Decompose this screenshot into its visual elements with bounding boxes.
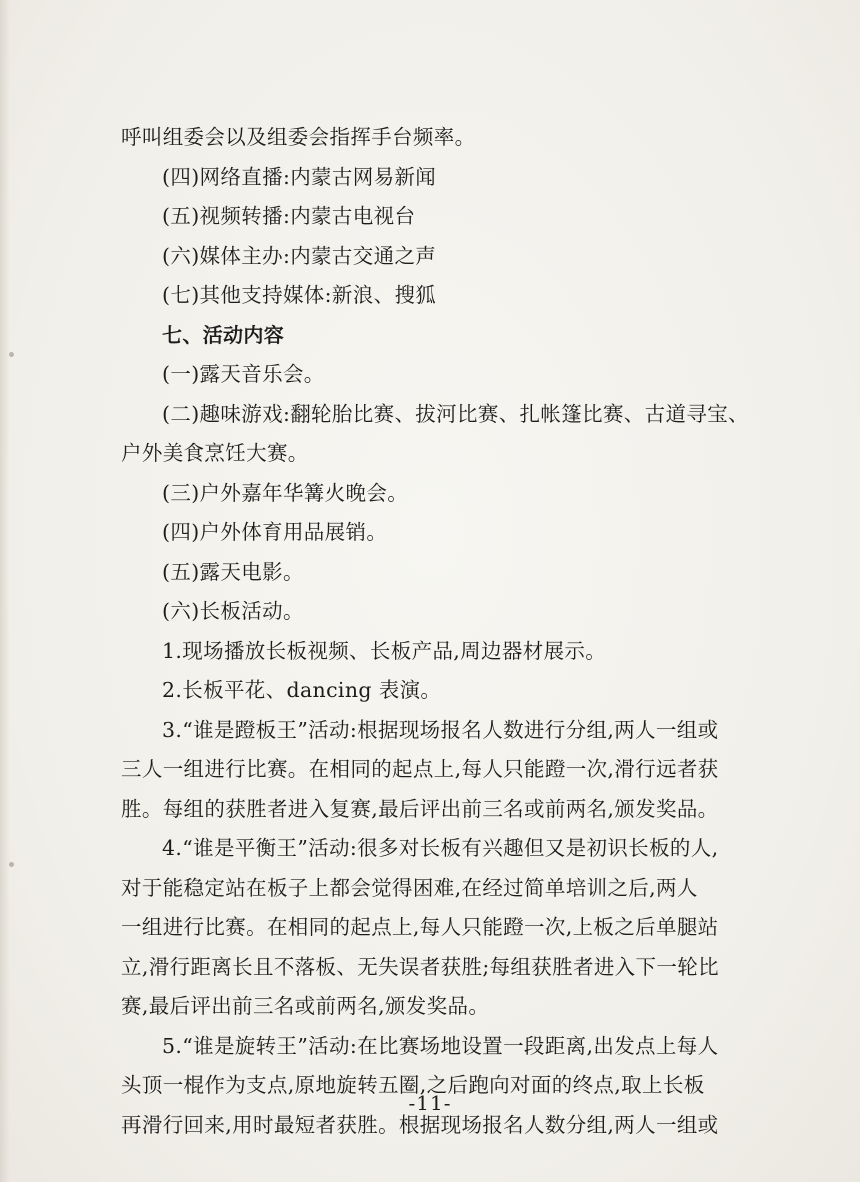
document-body <box>121 118 751 1145</box>
list-item-longboard: (六)长板活动。 <box>162 599 304 623</box>
sub-item-1: 1.现场播放长板视频、长板产品,周边器材展示。 <box>162 638 607 663</box>
page-number: -11- <box>408 1091 452 1115</box>
list-item-media-host: (六)媒体主办:内蒙古交通之声 <box>162 243 437 268</box>
paragraph-line: 一组进行比赛。在相同的起点上,每人只能蹬一次,上板之后单腿站 <box>121 915 719 939</box>
sub-item-2: 2.长板平花、dancing 表演。 <box>162 678 442 702</box>
paragraph-line: 户外美食烹饪大赛。 <box>121 441 309 465</box>
list-item-bonfire: (三)户外嘉年华篝火晚会。 <box>162 480 409 505</box>
paragraph-line: 再滑行回来,用时最短者获胜。根据现场报名人数分组,两人一组或 <box>121 1112 719 1137</box>
binding-hole-mark <box>9 352 14 357</box>
list-item-games: (二)趣味游戏:翻轮胎比赛、拔河比赛、扎帐篷比赛、古道寻宝、 <box>162 401 749 426</box>
sub-item-5: 5.“谁是旋转王”活动:在比赛场地设置一段距离,出发点上每人 <box>162 1033 719 1058</box>
paragraph-line: 赛,最后评出前三名或前两名,颁发奖品。 <box>121 994 490 1018</box>
paragraph-line: 立,滑行距离长且不落板、无失误者获胜;每组获胜者进入下一轮比 <box>121 954 719 979</box>
page-edge-shadow <box>0 0 10 1182</box>
paragraph-line: 对于能稳定站在板子上都会觉得困难,在经过简单培训之后,两人 <box>121 875 698 900</box>
paragraph-line: 呼叫组委会以及组委会指挥手台频率。 <box>121 125 476 149</box>
sub-item-3: 3.“谁是蹬板王”活动:根据现场报名人数进行分组,两人一组或 <box>162 717 719 742</box>
list-item-video-broadcast: (五)视频转播:内蒙古电视台 <box>162 204 416 228</box>
list-item-expo: (四)户外体育用品展销。 <box>162 520 388 544</box>
paragraph-line: 胜。每组的获胜者进入复赛,最后评出前三名或前两名,颁发奖品。 <box>121 796 719 821</box>
section-heading-activities: 七、活动内容 <box>162 322 285 347</box>
list-item-concert: (一)露天音乐会。 <box>162 362 325 386</box>
list-item-other-media: (七)其他支持媒体:新浪、搜狐 <box>162 283 437 307</box>
binding-hole-mark <box>9 862 14 867</box>
paragraph-line: 头顶一棍作为支点,原地旋转五圈,之后跑向对面的终点,取上长板 <box>121 1073 705 1097</box>
sub-item-4: 4.“谁是平衡王”活动:很多对长板有兴趣但又是初识长板的人, <box>162 836 719 860</box>
paragraph-line: 三人一组进行比赛。在相同的起点上,每人只能蹬一次,滑行远者获 <box>121 757 719 781</box>
list-item-live-stream: (四)网络直播:内蒙古网易新闻 <box>162 164 437 189</box>
list-item-movie: (五)露天电影。 <box>162 559 304 584</box>
